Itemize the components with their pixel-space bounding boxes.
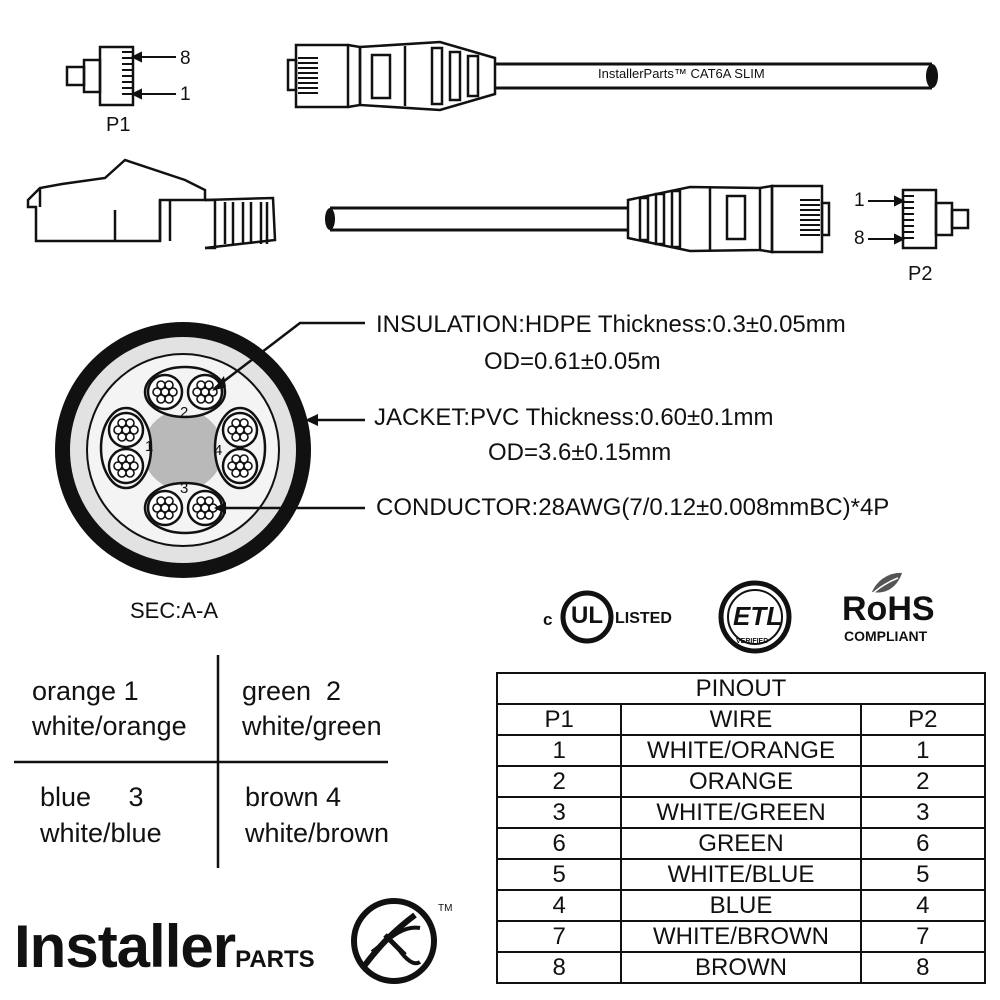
p1-cell: 3 (497, 797, 621, 828)
cable-cross-section (55, 322, 311, 578)
insulation-od-spec: OD=0.61±0.05m (484, 348, 661, 375)
p1-cell: 8 (497, 952, 621, 983)
key-orange: orange 1 (32, 676, 139, 706)
wire-cell: WHITE/GREEN (621, 797, 860, 828)
p2-cell: 4 (861, 890, 985, 921)
p1-cell: 7 (497, 921, 621, 952)
cable-print-text: InstallerParts™ CAT6A SLIM (598, 66, 765, 81)
ul-c-text: c (543, 610, 553, 629)
header-p1: P1 (497, 704, 621, 735)
jacket-od-spec: OD=3.6±0.15mm (488, 439, 672, 466)
table-row (497, 735, 985, 766)
header-wire: WIRE (621, 704, 860, 735)
key-white-orange: white/orange (32, 711, 187, 741)
etl-mark-text: ETL (733, 601, 783, 631)
middle-cable (325, 208, 628, 230)
p2-cell: 7 (861, 921, 985, 952)
pair-number-2: 2 (180, 404, 189, 421)
key-green: green 2 (242, 676, 342, 706)
wire-cell: BLUE (621, 890, 860, 921)
key-blue: blue 3 (40, 782, 144, 812)
rohs-text: RoHS (842, 590, 935, 628)
p2-cell: 1 (861, 735, 985, 766)
wire-cell: WHITE/BLUE (621, 859, 860, 890)
p1-label: P1 (106, 114, 131, 136)
p1-pin-bottom-label: 1 (180, 84, 191, 105)
section-label: SEC:A-A (130, 598, 219, 623)
side-view-connector (28, 160, 275, 248)
p1-pin-arrows (133, 53, 176, 98)
wire-cell: WHITE/BROWN (621, 921, 860, 952)
jacket-spec: JACKET:PVC Thickness:0.60±0.1mm (374, 404, 774, 431)
p2-pin-arrows (868, 197, 903, 243)
wire-cell: BROWN (621, 952, 860, 983)
insulation-spec: INSULATION:HDPE Thickness:0.3±0.05mm (376, 311, 846, 338)
etl-verified-text: VERIFIED (736, 638, 769, 645)
p2-end-view (903, 190, 968, 248)
p1-cell: 1 (497, 735, 621, 766)
p1-cell: 5 (497, 859, 621, 890)
key-white-brown: white/brown (245, 818, 390, 848)
ul-listed-text: LISTED (615, 610, 672, 627)
p1-end-view (67, 47, 133, 105)
header-p2: P2 (861, 704, 985, 735)
table-row (497, 921, 985, 952)
p1-cell: 4 (497, 890, 621, 921)
p2-pin-top-label: 1 (854, 190, 865, 211)
table-row (497, 890, 985, 921)
p2-cell: 2 (861, 766, 985, 797)
p2-cell: 6 (861, 828, 985, 859)
brand-name: Installer (14, 913, 236, 980)
p1-cell: 2 (497, 766, 621, 797)
wire-cell: ORANGE (621, 766, 860, 797)
table-row (497, 828, 985, 859)
wire-cell: WHITE/ORANGE (621, 735, 860, 766)
p1-cell: 6 (497, 828, 621, 859)
table-row (497, 766, 985, 797)
p2-cell: 8 (861, 952, 985, 983)
brand-logo (14, 912, 315, 981)
brand-suffix: PARTS (235, 946, 315, 973)
top-connector (288, 42, 495, 110)
table-row (497, 797, 985, 828)
key-white-green: white/green (242, 711, 382, 741)
p1-pin-top-label: 8 (180, 48, 191, 69)
wire-cell: GREEN (621, 828, 860, 859)
key-white-blue: white/blue (40, 818, 162, 848)
brand-tm: TM (438, 903, 453, 914)
pair-number-1: 1 (145, 438, 154, 455)
key-brown: brown 4 (245, 782, 342, 812)
pinout-title: PINOUT (497, 673, 985, 704)
pinout-header-row (497, 704, 985, 735)
pliers-logo-icon (354, 901, 434, 981)
pair-number-4: 4 (214, 442, 223, 459)
ul-mark-text: UL (571, 602, 603, 629)
pair-number-3: 3 (180, 480, 189, 497)
table-row (497, 952, 985, 983)
conductor-spec: CONDUCTOR:28AWG(7/0.12±0.008mmBC)*4P (376, 494, 890, 521)
p2-cell: 5 (861, 859, 985, 890)
p2-cell: 3 (861, 797, 985, 828)
table-row (497, 859, 985, 890)
rohs-compliant-text: COMPLIANT (844, 628, 928, 644)
pinout-table (496, 672, 986, 984)
p2-pin-bottom-label: 8 (854, 228, 865, 249)
p2-label: P2 (908, 263, 933, 285)
right-connector (628, 186, 829, 252)
